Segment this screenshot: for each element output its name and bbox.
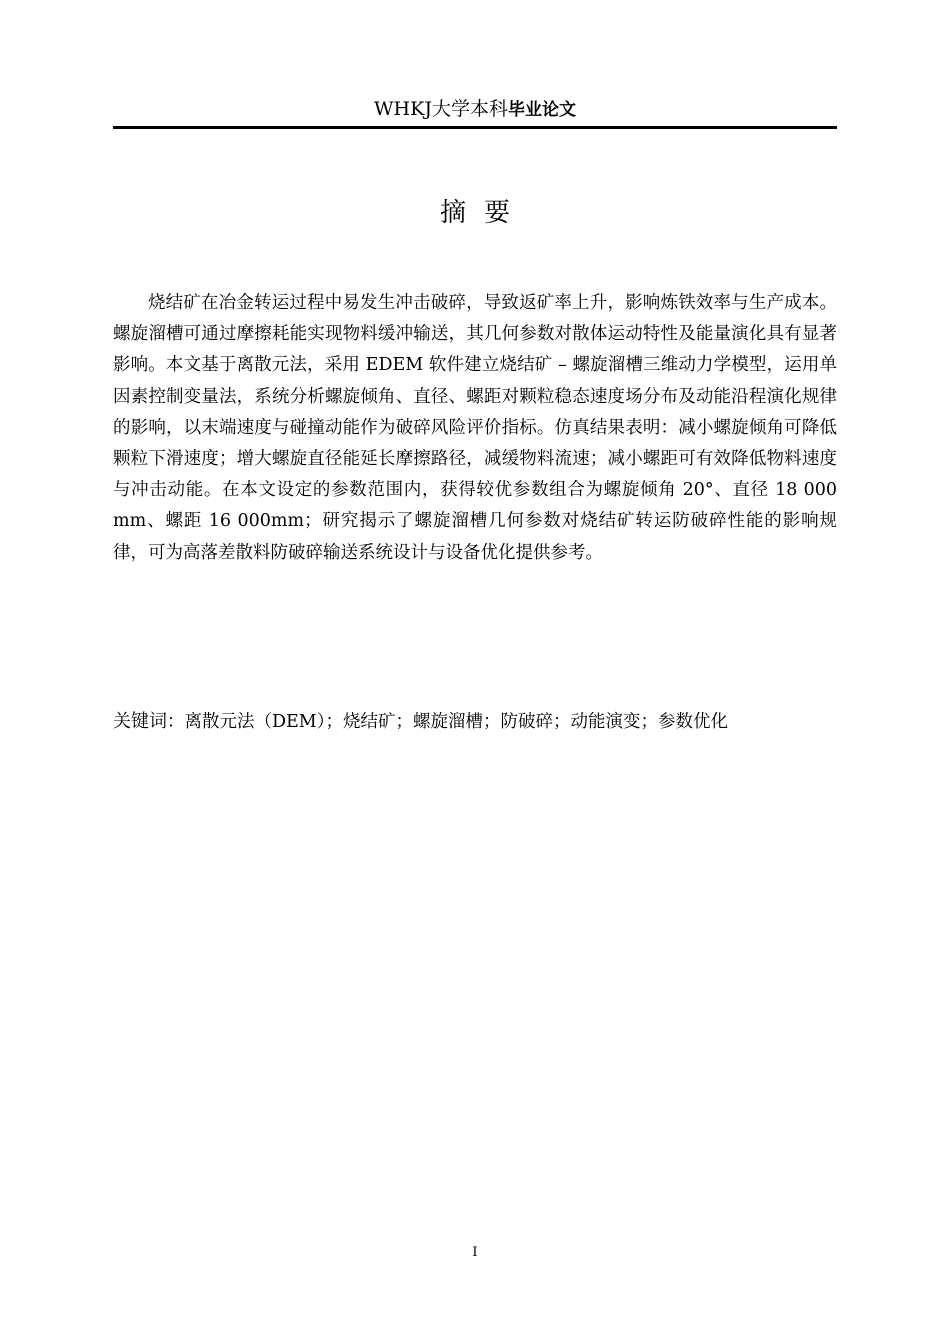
- running-header: [113, 96, 837, 123]
- header-thesis-label: 毕业论文: [507, 100, 576, 120]
- keywords-label: 关键词: [113, 711, 167, 732]
- abstract-body: 烧结矿在冶金转运过程中易发生冲击破碎，导致返矿率上升，影响炼铁效率与生产成本。螺旋溜槽可通过摩擦耗能实现物料缓冲输送，其几何参数对散体运动特性及能量演化具有显著影响。本文基于离散元法，采用 EDEM 软件建立烧结矿 – 螺旋溜槽三维动力学模型，运用单因素控制变量法，系统分析螺旋倾角、直径、螺距对颗粒稳态速度场分布及动能沿程演化规律的影响，以末端速度与碰撞动能作为破碎风险评价指标。仿真结果表明：减小螺旋倾角可降低颗粒下滑速度；增大螺旋直径能延长摩擦路径，减缓物料流速；减小螺距可有效降低物料速度与冲击动能。在本文设定的参数范围内，获得较优参数组合为螺旋倾角 20°、直径 18 000 mm、螺距 16 000mm；研究揭示了螺旋溜槽几何参数对烧结矿转运防破碎性能的影响规律，可为高落差散料防破碎输送系统设计与设备优化提供参考。: [113, 293, 837, 563]
- header-school-name: WHKJ大学本科: [374, 98, 508, 120]
- keywords-line: [113, 706, 837, 738]
- abstract-title: 摘要: [439, 198, 528, 228]
- page-number: I: [472, 1245, 478, 1260]
- keywords-colon: ：: [167, 712, 185, 732]
- header-divider: [113, 126, 837, 129]
- keywords-list: 离散元法（DEM）；烧结矿；螺旋溜槽；防破碎；动能演变；参数优化: [184, 712, 728, 732]
